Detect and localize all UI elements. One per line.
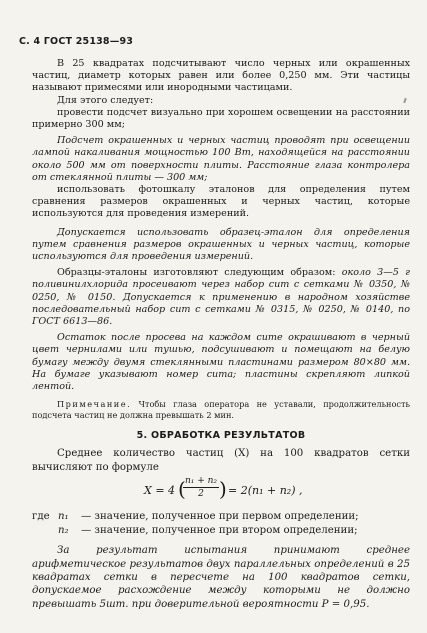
definition-row	[32, 510, 410, 524]
section-body	[32, 447, 410, 611]
formula-paren-close: )	[219, 477, 227, 502]
formula-paren-open: (	[178, 477, 186, 502]
definition-n2-symbol: n₂	[58, 525, 69, 537]
note-text: Чтобы глаза оператора не уставали, продолжительность подсчета частиц не должна превышать 2 мин.	[32, 399, 410, 421]
definition-where-label: где	[32, 511, 50, 523]
paragraph-lighting: Подсчет окрашенных и черных частиц проводят при освещении лампой накаливания мощностью 100 Вт, находящейся на расстоянии около 500 мм от поверхности плиты. Расстояние глаза контролера от стеклянной плиты — 300 мм;	[32, 135, 410, 183]
paragraph-count-particles: В 25 квадратах подсчитывают число черных или окрашенных частиц, диаметр которых равен или более 0,250 мм. Эти частицы называют примесями или инородными частицами.	[32, 58, 410, 94]
variable-definitions	[32, 510, 410, 538]
page-header: С. 4 ГОСТ 25138—93	[19, 36, 134, 47]
paragraph-sample-standard: Допускается использовать образец-эталон для определения путем сравнения размеров окрашенных и черных частиц, которые используются для проведения измерений.	[32, 226, 410, 263]
formula-lhs: X = 4	[144, 484, 176, 498]
standards-prep-lead: Образцы-эталоны изготовляют следующим образом:	[57, 267, 336, 279]
definition-row	[32, 524, 410, 538]
paragraph-photoscale: использовать фотошкалу эталонов для определения путем сравнения размеров окрашенных и черных частиц, которые используются для проведения измерений.	[32, 184, 410, 220]
paragraph-standards-preparation	[32, 267, 410, 328]
definition-n2-text: — значение, полученное при втором определении;	[81, 525, 358, 537]
definition-n1-symbol: n₁	[58, 511, 69, 523]
note	[32, 399, 410, 421]
formula-rhs: = 2(n₁ + n₂) ,	[228, 484, 303, 498]
formula-denominator: 2	[198, 489, 204, 500]
section-title: 5. ОБРАБОТКА РЕЗУЛЬТАТОВ	[136, 430, 306, 442]
note-label: Примечание.	[57, 399, 132, 410]
definition-n1-text: — значение, полученное при первом определении;	[81, 511, 359, 523]
standards-prep-body: около 3—5 г поливинилхлорида просеивают через набор сит с сетками № 0350, № 0250, № 0150. Допускается к применению в народном хозяйстве последовательный набор сит с сетками № 0315, № 0250, № 0140, по ГОСТ 6613—86.	[32, 267, 410, 328]
paragraph-visual-count: провести подсчет визуально при хорошем освещении на расстоянии примерно 300 мм;	[32, 106, 410, 131]
paragraph-residue-coloring: Остаток после просева на каждом сите окрашивают в черный цвет чернилами или тушью, подсушивают и помещают на белую бумагу между двумя стеклянными пластинами размером 80×80 мм. На бумаге указывают номер сита; пластины скрепляют липкой лентой.	[32, 332, 410, 393]
paragraph-procedure-intro: Для этого следует:	[57, 94, 154, 106]
formula	[32, 476, 410, 510]
paragraph-result: За результат испытания принимают среднее арифметическое результатов двух параллельных определений в 25 квадратах сетки в пересчете на 100 квадратов сетки, допускаемое расхождение между которыми не должно превышать 5шт. при доверительной вероятности P = 0,95.	[32, 545, 410, 610]
formula-numerator: n₁ + n₂	[184, 476, 218, 487]
page-body	[32, 58, 410, 611]
formula-intro: Среднее количество частиц (X) на 100 квадратов сетки вычисляют по формуле	[32, 448, 410, 473]
formula-fraction	[183, 476, 219, 499]
